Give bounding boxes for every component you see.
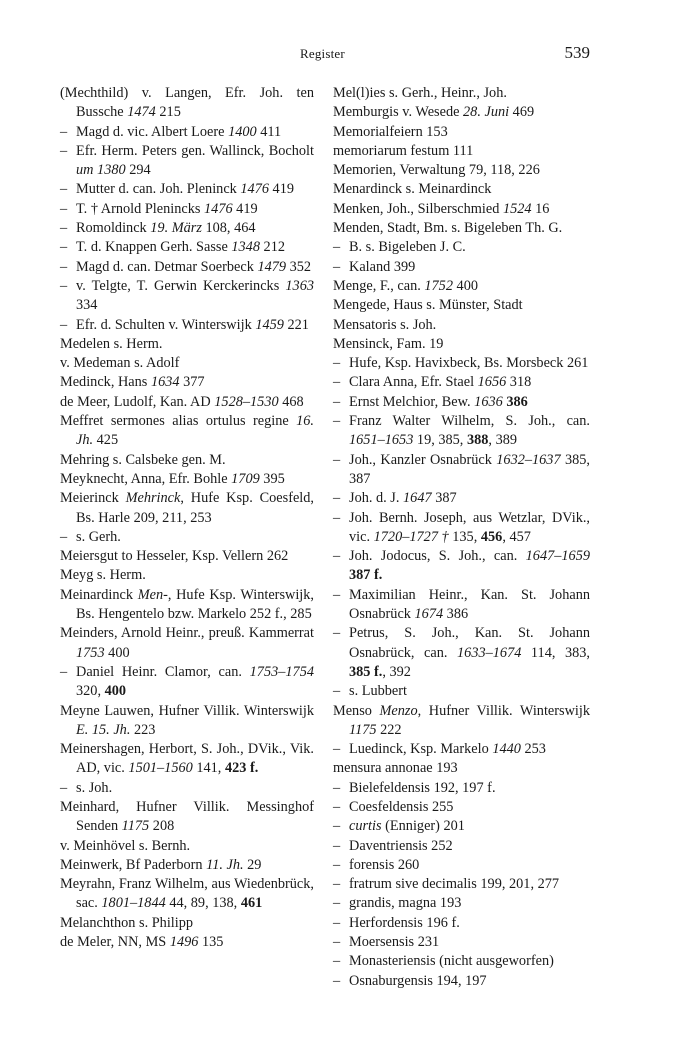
index-subentry: – grandis, magna 193: [333, 894, 590, 913]
index-entry: v. Medeman s. Adolf: [60, 355, 180, 372]
index-subentry: – Ernst Melchior, Bew. 1636 386: [333, 393, 590, 412]
index-entry: Menden, Stadt, Bm. s. Bigeleben Th. G.: [333, 220, 563, 237]
index-entry: Memburgis v. Wesede 28. Juni 469: [333, 104, 535, 121]
index-entry: Medelen s. Herm.: [60, 335, 163, 352]
index-subentry: – B. s. Bigeleben J. C.: [333, 238, 590, 257]
index-entry: Meyg s. Herm.: [60, 567, 146, 584]
index-subentry: – Joh., Kanzler Osnabrück 1632–1637 385, 387: [333, 451, 590, 490]
index-subentry: – v. Telgte, T. Gerwin Kerckerincks 1363 334: [60, 277, 314, 316]
index-subentry: – curtis (Enniger) 201: [333, 817, 590, 836]
index-entry: v. Meinhövel s. Bernh.: [60, 837, 191, 854]
index-entry: Meffret sermones alias ortulus regine 16. Jh. 425: [60, 413, 314, 449]
index-subentry: – Herfordensis 196 f.: [333, 914, 590, 933]
index-subentry: – Petrus, S. Joh., Kan. St. Johann Osnabrück, can. 1633–1674 114, 383, 385 f., 392: [333, 624, 590, 682]
index-entry: Meinardinck Men-, Hufe Ksp. Winterswijk, Bs. Hengentelo bzw. Markelo 252 f., 285: [60, 586, 315, 623]
index-entry: Meyrahn, Franz Wilhelm, aus Wiedenbrück, sac. 1801–1844 44, 89, 138, 461: [60, 876, 314, 912]
index-entry: Menardinck s. Meinardinck: [333, 181, 492, 198]
index-subentry: – T. † Arnold Plenincks 1476 419: [60, 200, 314, 219]
index-entry: Mel(l)ies s. Gerh., Heinr., Joh.: [333, 85, 507, 101]
index-entry: de Meer, Ludolf, Kan. AD 1528–1530 468: [60, 393, 304, 410]
index-subentry: – Monasteriensis (nicht ausgeworfen): [333, 952, 590, 971]
index-entry: Meinders, Arnold Heinr., preuß. Kammerrat 1753 400: [60, 625, 314, 661]
index-subentry: – Romoldinck 19. März 108, 464: [60, 219, 314, 238]
index-subentry: – s. Gerh.: [60, 528, 314, 547]
index-subentry: – Moersensis 231: [333, 933, 590, 952]
index-subentry: – Clara Anna, Efr. Stael 1656 318: [333, 373, 590, 392]
index-entry: Meinhard, Hufner Villik. Messinghof Senden 1175 208: [60, 798, 314, 835]
index-entry: Meinwerk, Bf Paderborn 11. Jh. 29: [60, 856, 262, 873]
index-entry: Meyne Lauwen, Hufner Villik. Winterswijk E. 15. Jh. 223: [60, 702, 314, 738]
index-entry: Menso Menzo, Hufner Villik. Winterswijk 1175 222: [333, 702, 590, 738]
index-subentry: – Efr. d. Schulten v. Winterswijk 1459 221: [60, 316, 314, 335]
index-subentry: – Bielefeldensis 192, 197 f.: [333, 779, 590, 798]
index-subentry: – Hufe, Ksp. Havixbeck, Bs. Morsbeck 261: [333, 354, 590, 373]
index-entry: Mehring s. Calsbeke gen. M.: [60, 451, 226, 468]
index-subentry: – Osnaburgensis 194, 197: [333, 972, 590, 991]
index-subentry: – Daniel Heinr. Clamor, can. 1753–1754 320, 400: [60, 663, 314, 702]
index-entry: de Meler, NN, MS 1496 135: [60, 934, 224, 951]
index-entry: Mengede, Haus s. Münster, Stadt: [333, 297, 523, 314]
running-title: Register: [300, 46, 345, 61]
index-entry: Meinershagen, Herbort, S. Joh., DVik., Vik. AD, vic. 1501–1560 141, 423 f.: [60, 741, 314, 777]
index-subentry: – Efr. Herm. Peters gen. Wallinck, Bocholt um 1380 294: [60, 142, 314, 181]
index-subentry: – Joh. Bernh. Joseph, aus Wetzlar, DVik., vic. 1720–1727 † 135, 456, 457: [333, 509, 590, 548]
index-subentry: – Kaland 399: [333, 258, 590, 277]
index-entry: Melanchthon s. Philipp: [60, 914, 194, 931]
index-subentry: – Magd d. can. Detmar Soerbeck 1479 352: [60, 258, 314, 277]
index-entry: Memorien, Verwaltung 79, 118, 226: [333, 162, 540, 179]
index-entry: Menken, Joh., Silberschmied 1524 16: [333, 200, 550, 217]
index-entry: Meierinck Mehrinck, Hufe Ksp. Coesfeld, Bs. Harle 209, 211, 253: [60, 490, 314, 526]
index-entry: memoriarum festum 111: [333, 142, 474, 159]
index-subentry: – forensis 260: [333, 856, 590, 875]
index-subentry: – Joh. Jodocus, S. Joh., can. 1647–1659 387 f.: [333, 547, 590, 586]
index-subentry: – Mutter d. can. Joh. Pleninck 1476 419: [60, 180, 314, 199]
index-subentry: – Luedinck, Ksp. Markelo 1440 253: [333, 740, 590, 759]
index-subentry: – Maximilian Heinr., Kan. St. Johann Osnabrück 1674 386: [333, 586, 590, 625]
index-entry: Mensinck, Fam. 19: [333, 335, 444, 352]
index-entry: Mensatoris s. Joh.: [333, 316, 437, 333]
index-entry: Meiersgut to Hesseler, Ksp. Vellern 262: [60, 548, 289, 565]
index-subentry: – s. Joh.: [60, 779, 314, 798]
index-subentry: – Joh. d. J. 1647 387: [333, 489, 590, 508]
index-entry: (Mechthild) v. Langen, Efr. Joh. ten Bussche 1474 215: [60, 85, 314, 121]
index-subentry: – s. Lubbert: [333, 682, 590, 701]
index-subentry: – Daventriensis 252: [333, 837, 590, 856]
index-subentry: – fratrum sive decimalis 199, 201, 277: [333, 875, 590, 894]
index-subentry: – T. d. Knappen Gerh. Sasse 1348 212: [60, 238, 314, 257]
index-entry: Menge, F., can. 1752 400: [333, 277, 478, 294]
index-column-left: [60, 84, 314, 952]
page-header: [0, 43, 700, 70]
index-subentry: – Coesfeldensis 255: [333, 798, 590, 817]
index-column-right: [333, 84, 590, 991]
index-entry: Medinck, Hans 1634 377: [60, 374, 205, 391]
index-entry: Meyknecht, Anna, Efr. Bohle 1709 395: [60, 470, 285, 487]
index-subentry: – Franz Walter Wilhelm, S. Joh., can. 1651–1653 19, 385, 388, 389: [333, 412, 590, 451]
index-subentry: – Magd d. vic. Albert Loere 1400 411: [60, 123, 314, 142]
index-entry: Memorialfeiern 153: [333, 123, 448, 140]
index-entry: mensura annonae 193: [333, 760, 458, 777]
page-number: 539: [564, 43, 590, 62]
